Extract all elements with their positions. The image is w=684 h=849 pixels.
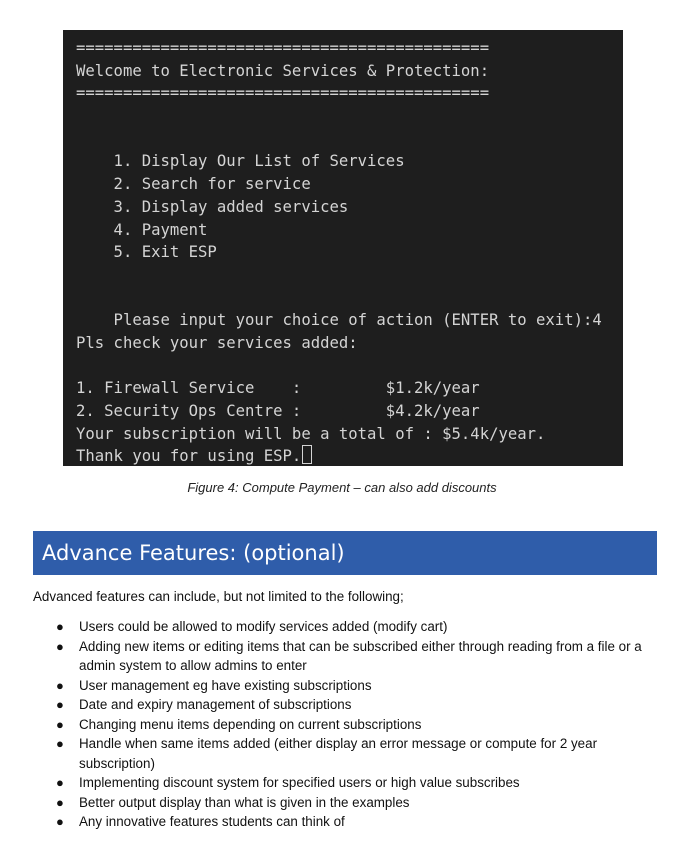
terminal-line — [76, 105, 623, 128]
bullet-icon: ● — [56, 677, 64, 693]
terminal-line: ============================================ — [76, 84, 490, 103]
terminal-last-line — [76, 445, 623, 468]
bullet-icon: ● — [56, 619, 64, 634]
terminal-screenshot — [63, 30, 623, 466]
terminal-line: Pls check your services added: — [76, 333, 358, 352]
bullet-icon: ● — [56, 638, 64, 654]
bullet-icon: ● — [56, 716, 64, 732]
list-item — [33, 695, 658, 715]
list-item — [33, 637, 658, 676]
bullet-icon: ● — [56, 794, 64, 810]
terminal-line — [76, 355, 623, 378]
list-item-text: Implementing discount system for specified users or high value subscribes — [79, 775, 520, 790]
terminal-line: Welcome to Electronic Services & Protection: — [76, 61, 490, 80]
terminal-line: ============================================ — [76, 39, 490, 57]
terminal-line: Your subscription will be a total of : $5.4k/year. — [76, 424, 546, 443]
bullet-icon: ● — [56, 697, 64, 712]
feature-list — [33, 617, 658, 832]
terminal-line — [76, 264, 623, 287]
terminal-line: 2. Security Ops Centre : $4.2k/year — [76, 402, 480, 420]
terminal-line: 1. Firewall Service : $1.2k/year — [76, 379, 480, 398]
list-item — [33, 676, 658, 696]
bullet-icon: ● — [56, 775, 64, 790]
list-item-text: Better output display than what is given in the examples — [79, 794, 410, 810]
terminal-line: 5. Exit ESP — [76, 243, 217, 262]
text-cursor — [302, 445, 312, 464]
list-item — [33, 734, 658, 773]
figure-caption: Figure 4: Compute Payment – can also add discounts — [187, 480, 497, 495]
bullet-icon: ● — [56, 814, 64, 829]
section-heading-bar — [33, 531, 657, 575]
terminal-line — [76, 128, 623, 151]
list-item-text: Date and expiry management of subscriptions — [79, 697, 352, 712]
terminal-line: Please input your choice of action (ENTER to exit):4 — [76, 311, 602, 330]
section-intro: Advanced features can include, but not limited to the following; — [33, 589, 404, 604]
list-item-text: User management eg have existing subscriptions — [79, 677, 372, 693]
list-item — [33, 617, 658, 637]
list-item — [33, 812, 658, 832]
terminal-line: Thank you for using ESP. — [76, 447, 302, 466]
section-heading: Advance Features: (optional) — [42, 541, 345, 565]
list-item-text: Adding new items or editing items that can be subscribed either through reading from a file or a admin system to allow admins to enter — [79, 638, 642, 673]
list-item — [33, 773, 658, 793]
list-item — [33, 715, 658, 735]
list-item-text: Handle when same items added (either display an error message or compute for 2 year subscription) — [79, 736, 598, 771]
terminal-line: 2. Search for service — [76, 175, 311, 194]
list-item — [33, 793, 658, 813]
list-item-text: Any innovative features students can think of — [79, 814, 345, 829]
list-item-text: Users could be allowed to modify services added (modify cart) — [79, 619, 448, 634]
list-item-text: Changing menu items depending on current subscriptions — [79, 716, 422, 732]
terminal-line: 3. Display added services — [76, 197, 349, 216]
terminal-line — [76, 287, 623, 310]
terminal-line: 4. Payment — [76, 220, 208, 239]
terminal-line: 1. Display Our List of Services — [76, 152, 405, 171]
bullet-icon: ● — [56, 736, 64, 751]
